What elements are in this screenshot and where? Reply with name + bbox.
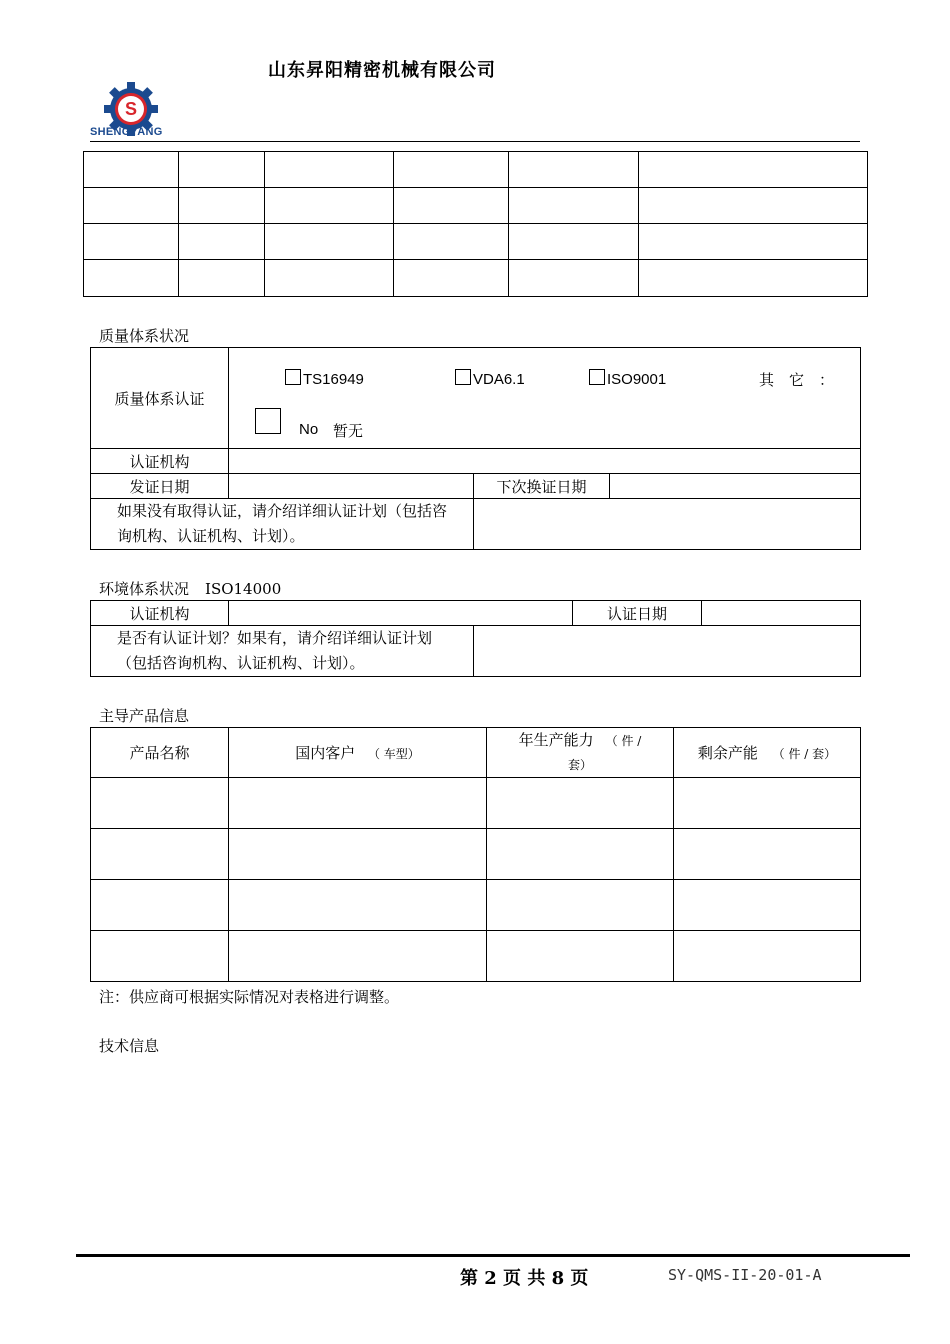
logo-text: SHENGYANG [90,126,163,138]
table-cell[interactable] [179,188,265,224]
option-other-label: 其 它 ： [759,371,835,389]
table-cell[interactable] [229,778,487,829]
product-name-header: 产品名称 [91,728,229,778]
table-cell[interactable] [265,224,394,260]
env-plan-input[interactable] [474,626,861,677]
option-vda61[interactable]: VDA6.1 [455,369,525,388]
checkbox-icon[interactable] [285,369,301,385]
products-table [90,727,861,982]
issue-date-input[interactable] [229,474,474,499]
products-section-title: 主导产品信息 [99,707,190,725]
page-number: 第 2 页 共 8 页 [460,1268,589,1289]
table-cell[interactable] [91,778,229,829]
table-cell[interactable] [91,829,229,880]
tech-section-title: 技术信息 [99,1037,160,1055]
env-date-input[interactable] [702,601,861,626]
table-cell[interactable] [487,829,674,880]
env-date-label: 认证日期 [573,601,702,626]
table-cell[interactable] [394,224,509,260]
table-cell[interactable] [84,152,179,188]
footer-divider [76,1254,910,1257]
top-table [83,151,868,297]
table-cell[interactable] [265,188,394,224]
environment-table [90,600,861,677]
table-cell[interactable] [639,224,868,260]
table-cell[interactable] [84,188,179,224]
table-cell[interactable] [229,829,487,880]
env-plan-prompt: 是否有认证计划？如果有，请介绍详细认证计划（包括咨询机构、认证机构、计划）。 [91,626,474,677]
option-ts16949[interactable]: TS16949 [285,369,364,388]
table-note: 注：供应商可根据实际情况对表格进行调整。 [99,988,400,1006]
table-cell[interactable] [91,931,229,982]
cert-plan-input[interactable] [474,499,861,550]
no-label: No [299,421,319,438]
table-cell[interactable] [265,260,394,297]
checkbox-icon[interactable] [255,408,281,434]
table-cell[interactable] [84,260,179,297]
quality-section-title: 质量体系状况 [99,327,190,345]
next-renew-label: 下次换证日期 [474,474,610,499]
table-cell[interactable] [674,829,861,880]
capacity-header: 年生产能力 （ 件 / 套） [487,728,674,778]
company-name: 山东昇阳精密机械有限公司 [268,60,496,81]
table-cell[interactable] [509,224,639,260]
none-label: 暂无 [333,422,364,440]
cert-org-label: 认证机构 [91,449,229,474]
table-cell[interactable] [639,188,868,224]
table-cell[interactable] [487,778,674,829]
option-iso9001[interactable]: ISO9001 [589,369,666,388]
env-org-input[interactable] [229,601,573,626]
table-cell[interactable] [509,152,639,188]
cert-options-cell [229,348,861,449]
table-cell[interactable] [265,152,394,188]
table-cell[interactable] [394,152,509,188]
svg-text:S: S [124,99,138,119]
checkbox-icon[interactable] [455,369,471,385]
table-cell[interactable] [639,152,868,188]
table-cell[interactable] [179,260,265,297]
env-org-label: 认证机构 [91,601,229,626]
table-cell[interactable] [674,931,861,982]
option-none[interactable] [255,408,281,438]
table-cell[interactable] [674,778,861,829]
table-cell[interactable] [639,260,868,297]
cert-plan-prompt: 如果没有取得认证，请介绍详细认证计划（包括咨询机构、认证机构、计划）。 [91,499,474,550]
table-cell[interactable] [179,152,265,188]
customer-header: 国内客户 （ 车型） [229,728,487,778]
table-cell[interactable] [509,188,639,224]
table-cell[interactable] [229,931,487,982]
checkbox-icon[interactable] [589,369,605,385]
remaining-header: 剩余产能 （ 件 / 套） [674,728,861,778]
table-cell[interactable] [674,880,861,931]
cert-label: 质量体系认证 [91,348,229,449]
table-cell[interactable] [394,188,509,224]
table-cell[interactable] [487,931,674,982]
quality-table [90,347,861,550]
table-cell[interactable] [179,224,265,260]
table-cell[interactable] [394,260,509,297]
table-cell[interactable] [91,880,229,931]
document-code: SY-QMS-II-20-01-A [668,1266,822,1284]
table-cell[interactable] [84,224,179,260]
next-renew-input[interactable] [610,474,861,499]
table-cell[interactable] [487,880,674,931]
environment-section-title: 环境体系状况 ISO14000 [99,580,282,598]
table-cell[interactable] [509,260,639,297]
header-divider [90,141,860,142]
table-cell[interactable] [229,880,487,931]
issue-date-label: 发证日期 [91,474,229,499]
cert-org-input[interactable] [229,449,861,474]
